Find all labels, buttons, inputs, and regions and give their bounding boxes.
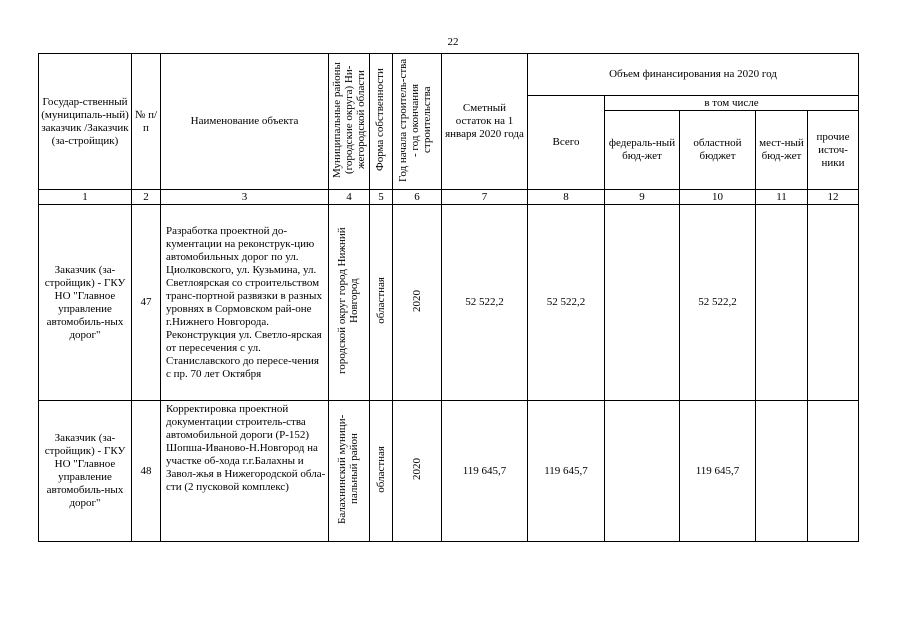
cell-other [808,401,859,542]
cell-years-text: 2020 [411,458,423,480]
header-financing-group: Объем финансирования на 2020 год [528,54,859,96]
cell-object-name: Разработка проектной до-кументации на реконструк-цию автомобильных дорог по ул. Циолковского, ул. Кузьмина, ул. Светлоярская со строительством транс-портной развязки в разных уровнях в Сормовском рай-оне г.Нижнего Новгорода. Реконструкция ул. Светло-ярская от пересечения с ул. Станиславского до пересе-чения с пр. 70 лет Октября [161,205,329,401]
header-ownership-text: Форма собственности [374,68,386,171]
page-number: 22 [447,36,459,48]
column-number: 7 [442,190,528,205]
header-years-text: Год начала строитель-ства - год окончания строительства [397,57,433,182]
cell-ownership-text: областная [375,277,387,324]
column-number: 8 [528,190,605,205]
cell-federal [605,401,680,542]
cell-total: 119 645,7 [528,401,605,542]
cell-estimate-balance: 119 645,7 [442,401,528,542]
cell-district [329,401,370,542]
header-object-name: Наименование объекта [161,54,329,190]
cell-regional: 52 522,2 [680,205,756,401]
header-num: № п/п [132,54,161,190]
column-number: 5 [370,190,393,205]
cell-district-text: Балахнинский муници-пальный район [336,414,360,524]
header-district-text: Муниципальные районы (городские округа) Ни-жегородской области [331,61,367,178]
cell-estimate-balance: 52 522,2 [442,205,528,401]
column-number: 9 [605,190,680,205]
table-row [39,401,859,542]
header-other: прочие источ-ники [808,111,859,190]
cell-other [808,205,859,401]
header-district [329,54,370,190]
cell-ownership [370,205,393,401]
cell-num: 48 [132,401,161,542]
cell-ownership [370,401,393,542]
header-including: в том числе [605,96,859,111]
cell-federal [605,205,680,401]
header-local: мест-ный бюд-жет [756,111,808,190]
cell-ownership-text: областная [375,445,387,493]
column-number: 10 [680,190,756,205]
financing-table [38,53,859,542]
header-regional: областной бюджет [680,111,756,190]
header-customer: Государ-ственный (муниципаль-ный) заказчик /Заказчик (за-стройщик) [39,54,132,190]
column-number: 12 [808,190,859,205]
cell-regional: 119 645,7 [680,401,756,542]
cell-local [756,205,808,401]
cell-total: 52 522,2 [528,205,605,401]
header-ownership [370,54,393,190]
cell-customer: Заказчик (за-стройщик) - ГКУ НО "Главное управление автомобиль-ных дорог" [39,401,132,542]
cell-customer: Заказчик (за-стройщик) - ГКУ НО "Главное управление автомобиль-ных дорог" [39,205,132,401]
cell-years [393,401,442,542]
table-row [39,205,859,401]
column-number: 4 [329,190,370,205]
column-number: 6 [393,190,442,205]
cell-years-text: 2020 [411,289,423,312]
cell-district [329,205,370,401]
header-total: Всего [528,96,605,190]
cell-local [756,401,808,542]
column-number: 2 [132,190,161,205]
column-number: 1 [39,190,132,205]
cell-district-text: городской округ город Нижний Новгород [336,227,360,374]
header-years [393,54,442,190]
cell-years [393,205,442,401]
header-federal: федераль-ный бюд-жет [605,111,680,190]
header-estimate-balance: Сметный остаток на 1 января 2020 года [442,54,528,190]
column-number: 11 [756,190,808,205]
cell-object-name: Корректировка проектной документации строитель-ства автомобильной дороги (Р-152) Шопша-Иваново-Н.Новгород на участке об-хода г.г.Балахны и Завол-жья в Нижегородской обла-сти (2 пусковой комплекс) [161,401,329,542]
cell-num: 47 [132,205,161,401]
column-number: 3 [161,190,329,205]
